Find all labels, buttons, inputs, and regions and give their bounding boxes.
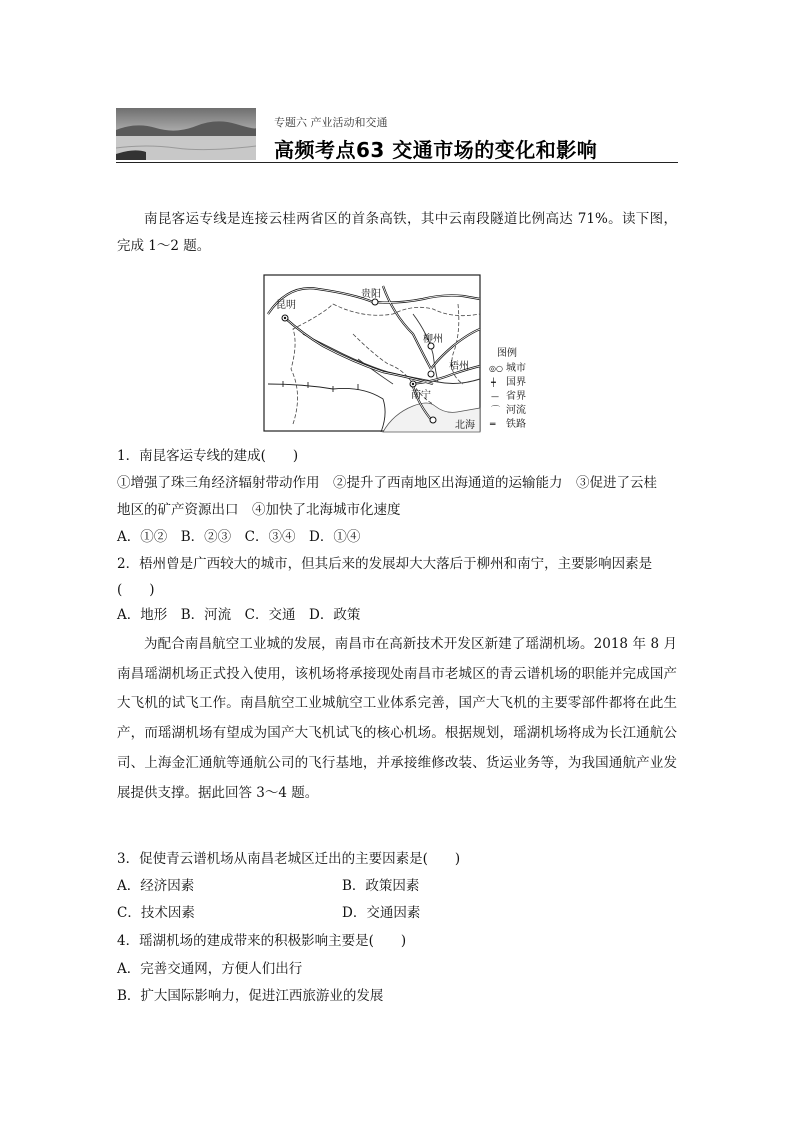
passage-1: 南昆客运专线是连接云桂两省区的首条高铁，其中云南段隧道比例高达 71%。读下图，完成 1～2 题。 [117,211,677,254]
legend-label-river: 河流 [506,405,526,416]
legend-symbol-province: — [491,392,499,401]
legend-symbol-border: ┿ [491,378,496,387]
question-3-option-d: D．交通因素 [342,905,421,921]
question-4-option-b: B．扩大国际影响力，促进江西旅游业的发展 [117,988,384,1004]
subject-label: 专题六 产业活动和交通 [274,116,388,129]
legend-label-province: 省界 [506,391,526,402]
legend-symbol-city: ◎○ [489,364,503,373]
legend-label-railway: 铁路 [506,419,526,430]
header-landscape-photo [116,108,256,160]
question-2-stem-line-1: 2．梧州曾是广西较大的城市，但其后来的发展却大大落后于柳州和南宁，主要影响因素是 [117,556,653,572]
legend-symbol-railway: ═ [490,420,496,430]
question-4-stem: 4．瑶湖机场的建成带来的积极影响主要是( ) [117,933,407,949]
legend-label-city: 城市 [506,363,526,374]
city-label-kunming: 昆明 [276,300,296,311]
city-label-nanning: 南宁 [411,390,431,401]
question-1-statements-line-1: ①增强了珠三角经济辐射带动作用 ②提升了西南地区出海通道的运输能力 ③促进了云桂 [117,475,657,491]
header-divider [116,162,678,163]
city-label-liuzhou: 柳州 [423,334,443,345]
question-1-options: A．①② B．②③ C．③④ D．①④ [117,529,361,545]
question-3-option-b: B．政策因素 [342,878,420,894]
question-2-options: A．地形 B．河流 C．交通 D．政策 [117,607,361,623]
question-3-option-c: C．技术因素 [117,905,195,921]
legend-label-border: 国界 [506,377,526,388]
legend-symbol-river: ⌒ [491,406,501,416]
page-title: 高频考点63 交通市场的变化和影响 [274,138,598,162]
question-4-option-a: A．完善交通网，方便人们出行 [117,961,303,977]
question-3-stem: 3．促使青云谱机场从南昌老城区迁出的主要因素是( ) [117,851,461,867]
question-1-statements-line-2: 地区的矿产资源出口 ④加快了北海城市化速度 [117,502,401,518]
city-label-wuzhou: 梧州 [449,361,469,372]
railway-map-figure [263,274,533,434]
question-1-stem: 1．南昆客运专线的建成( ) [117,448,299,464]
city-label-guiyang: 贵阳 [361,289,381,300]
question-3-option-a: A．经济因素 [117,878,195,894]
question-2-stem-line-2: ( ) [117,582,155,598]
city-label-beihai: 北海 [455,420,475,431]
passage-2: 为配合南昌航空工业城的发展，南昌市在高新技术开发区新建了瑶湖机场。2018 年 8 月南昌瑶湖机场正式投入使用，该机场将承接现处南昌市老城区的青云谱机场的职能并完成国产大飞机的试飞工作。南昌航空工业城航空工业体系完善，国产大飞机的主要零部件都将在此生产，而瑶湖机场有望成为国产大飞机试飞的核心机场。根据规划，瑶湖机场将成为长江通航公司、上海金汇通航等通航公司的飞行基地，并承接维修改装、货运业务等，为我国通航产业发展提供支撑。据此回答 3～4 题。 [117,636,677,801]
legend-title: 图例 [497,348,517,359]
